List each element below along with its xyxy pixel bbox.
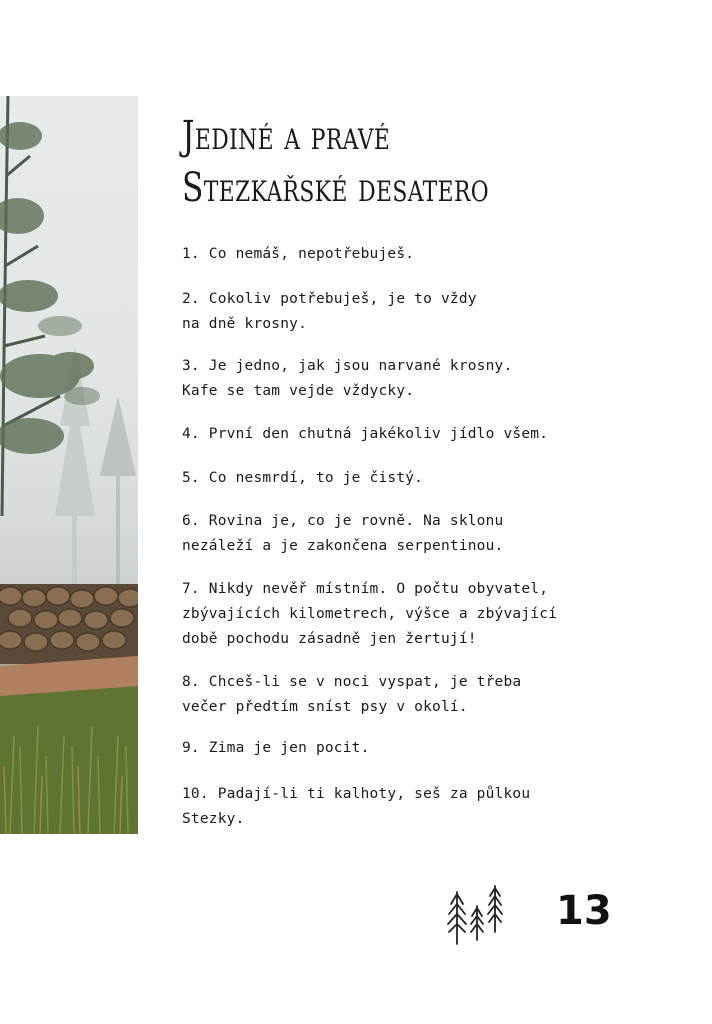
rule-4: 4. První den chutná jakékoliv jídlo všem. <box>182 426 549 442</box>
rule-5: 5. Co nesmrdí, to je čistý. <box>182 470 424 486</box>
rule-7: 7. Nikdy nevěř místním. O počtu obyvatel, zbývajících kilometrech, výšce a zbývající době pochodu zásadně jen žertují! <box>182 581 558 647</box>
page-number: 13 <box>556 888 612 934</box>
rule-3: 3. Je jedno, jak jsou narvané krosny. Kafe se tam vejde vždycky. <box>182 358 513 399</box>
misty-forest-photo <box>0 96 138 834</box>
rule-9: 9. Zima je jen pocit. <box>182 740 370 756</box>
rule-1: 1. Co nemáš, nepotřebuješ. <box>182 246 415 262</box>
pine-trees-icon <box>443 882 507 946</box>
rule-8: 8. Chceš-li se v noci vyspat, je třeba večer předtím sníst psy v okolí. <box>182 674 522 715</box>
rule-6: 6. Rovina je, co je rovně. Na sklonu nezáleží a je zakončena serpentinou. <box>182 513 504 554</box>
page-title <box>182 110 572 214</box>
rule-2: 2. Cokoliv potřebuješ, je to vždy na dně krosny. <box>182 291 477 332</box>
rule-10: 10. Padají-li ti kalhoty, seš za půlkou Stezky. <box>182 786 531 827</box>
title-line-1: Jediné a pravé <box>182 113 391 159</box>
title-line-2: Stezkařské desatero <box>182 165 490 211</box>
